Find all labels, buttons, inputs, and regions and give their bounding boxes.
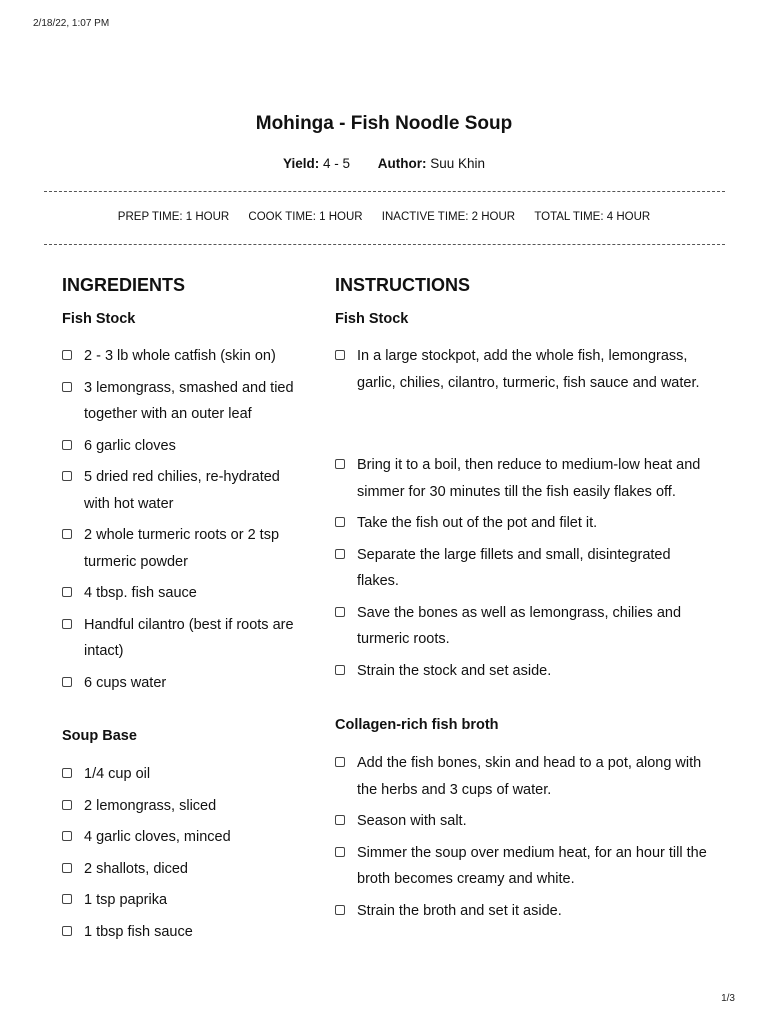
ingredient-checkbox[interactable] — [62, 677, 72, 687]
instruction-step: Add the fish bones, skin and head to a pot, along with the herbs and 3 cups of water. — [335, 750, 715, 803]
recipe-title: Mohinga - Fish Noodle Soup — [255, 113, 513, 134]
ingredient-item: 5 dried red chilies, re-hydrated with hot water — [62, 464, 302, 517]
print-timestamp: 2/18/22, 1:07 PM — [33, 18, 110, 29]
prep-time: PREP TIME: 1 HOUR — [117, 211, 230, 223]
ingredients-group-title: Fish Stock — [62, 311, 136, 327]
ingredient-checkbox[interactable] — [62, 440, 72, 450]
ingredient-checkbox[interactable] — [62, 863, 72, 873]
ingredient-checkbox[interactable] — [62, 926, 72, 936]
cook-time: COOK TIME: 1 HOUR — [248, 211, 363, 223]
recipe-meta — [0, 156, 768, 171]
ingredient-checkbox[interactable] — [62, 619, 72, 629]
divider-top — [44, 191, 725, 192]
ingredients-list — [62, 761, 302, 945]
instructions-group-title: Fish Stock — [335, 311, 409, 327]
instruction-checkbox[interactable] — [335, 350, 345, 360]
ingredients-heading: INGREDIENTS — [62, 275, 186, 295]
author-label: Author: — [377, 156, 427, 171]
ingredients-group-title: Soup Base — [62, 728, 137, 744]
ingredient-checkbox[interactable] — [62, 587, 72, 597]
page-number: 1/3 — [721, 993, 735, 1004]
instruction-step: Bring it to a boil, then reduce to medium-low heat and simmer for 30 minutes till the fish easily flakes off. — [335, 452, 715, 505]
total-time: TOTAL TIME: 4 HOUR — [534, 211, 651, 223]
instruction-checkbox[interactable] — [335, 607, 345, 617]
ingredient-item: 4 garlic cloves, minced — [62, 824, 302, 851]
ingredient-checkbox[interactable] — [62, 831, 72, 841]
inactive-time: INACTIVE TIME: 2 HOUR — [381, 211, 516, 223]
ingredient-checkbox[interactable] — [62, 768, 72, 778]
instruction-step: Save the bones as well as lemongrass, chilies and turmeric roots. — [335, 600, 715, 653]
recipe-times — [0, 211, 768, 223]
ingredients-list — [62, 343, 302, 696]
ingredient-item: 2 - 3 lb whole catfish (skin on) — [62, 343, 302, 370]
instruction-step: Separate the large fillets and small, disintegrated flakes. — [335, 542, 715, 595]
divider-bottom — [44, 244, 725, 245]
yield-label: Yield: — [282, 156, 320, 171]
ingredient-item: 2 whole turmeric roots or 2 tsp turmeric powder — [62, 522, 302, 575]
instruction-checkbox[interactable] — [335, 459, 345, 469]
ingredient-checkbox[interactable] — [62, 382, 72, 392]
ingredient-checkbox[interactable] — [62, 471, 72, 481]
ingredient-checkbox[interactable] — [62, 800, 72, 810]
instructions-list — [335, 750, 715, 924]
instructions-group-title: Collagen-rich fish broth — [335, 717, 499, 733]
ingredient-item: 6 cups water — [62, 670, 302, 697]
yield-value: 4 - 5 — [322, 156, 350, 171]
instruction-checkbox[interactable] — [335, 815, 345, 825]
ingredient-item: 1 tsp paprika — [62, 887, 302, 914]
ingredient-item: 1 tbsp fish sauce — [62, 919, 302, 946]
ingredients-column — [62, 272, 302, 945]
instruction-checkbox[interactable] — [335, 847, 345, 857]
instruction-step: In a large stockpot, add the whole fish, lemongrass, garlic, chilies, cilantro, turmeric, fish sauce and water. — [335, 343, 715, 396]
instruction-checkbox[interactable] — [335, 905, 345, 915]
ingredient-checkbox[interactable] — [62, 894, 72, 904]
instructions-column — [335, 272, 715, 924]
ingredient-item: Handful cilantro (best if roots are intact) — [62, 612, 302, 665]
instruction-checkbox[interactable] — [335, 757, 345, 767]
instruction-checkbox[interactable] — [335, 665, 345, 675]
instructions-list — [335, 343, 715, 684]
ingredient-checkbox[interactable] — [62, 529, 72, 539]
instruction-step: Season with salt. — [335, 808, 715, 835]
ingredient-checkbox[interactable] — [62, 350, 72, 360]
ingredient-item: 4 tbsp. fish sauce — [62, 580, 302, 607]
instruction-checkbox[interactable] — [335, 549, 345, 559]
instruction-step: Simmer the soup over medium heat, for an hour till the broth becomes creamy and white. — [335, 840, 715, 893]
ingredient-item: 1/4 cup oil — [62, 761, 302, 788]
instruction-checkbox[interactable] — [335, 517, 345, 527]
instructions-heading: INSTRUCTIONS — [335, 275, 470, 295]
instruction-step: Take the fish out of the pot and filet it. — [335, 510, 715, 537]
instruction-step: Strain the stock and set aside. — [335, 658, 715, 685]
ingredient-item: 6 garlic cloves — [62, 433, 302, 460]
ingredient-item: 2 lemongrass, sliced — [62, 793, 302, 820]
ingredient-item: 2 shallots, diced — [62, 856, 302, 883]
author — [378, 156, 485, 171]
ingredient-item: 3 lemongrass, smashed and tied together with an outer leaf — [62, 375, 302, 428]
instruction-step: Strain the broth and set it aside. — [335, 898, 715, 925]
author-value: Suu Khin — [430, 156, 486, 171]
yield — [283, 156, 350, 171]
